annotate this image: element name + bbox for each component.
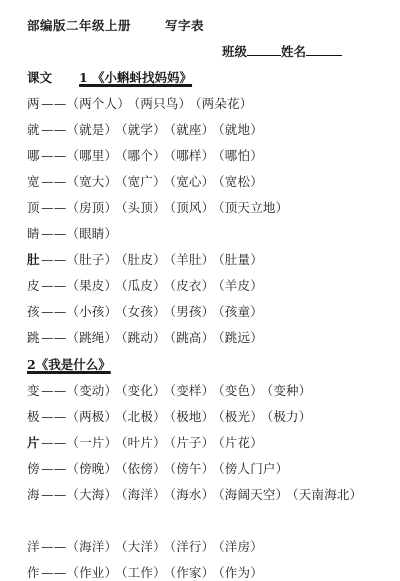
vocab-word: （北极） xyxy=(121,409,166,424)
vocab-word: （哪个） xyxy=(121,148,166,163)
vocab-word: （洋房） xyxy=(218,539,263,554)
vocab-row xyxy=(27,250,267,268)
class-name-line xyxy=(222,42,342,60)
vocab-row xyxy=(27,328,267,346)
vocab-word: （两极） xyxy=(66,409,118,424)
vocab-word: （作家） xyxy=(169,565,215,580)
vocab-character: 变 xyxy=(27,383,40,398)
vocab-word: （一片） xyxy=(66,435,118,450)
dash-separator: —— xyxy=(41,461,67,476)
vocab-word: （极地） xyxy=(169,409,215,424)
dash-separator: —— xyxy=(41,252,67,267)
vocab-word: （宽广） xyxy=(121,174,166,189)
vocab-word: （眼睛） xyxy=(66,226,118,241)
vocab-word: （哪样） xyxy=(169,148,215,163)
dash-separator: —— xyxy=(41,539,67,554)
dash-separator: —— xyxy=(41,304,67,319)
vocab-word: （果皮） xyxy=(66,278,118,293)
vocab-word: （跳远） xyxy=(218,330,263,345)
vocab-word: （就座） xyxy=(169,122,215,137)
vocab-word: （两个人） xyxy=(66,96,130,111)
vocab-word: （洋行） xyxy=(169,539,215,554)
vocab-word: （就是） xyxy=(66,122,118,137)
vocab-word: （顶天立地） xyxy=(218,200,289,215)
vocab-word: （肚子） xyxy=(66,252,118,267)
vocab-word: （极力） xyxy=(266,409,312,424)
vocab-word: （片花） xyxy=(218,435,263,450)
vocab-word: （傍午） xyxy=(169,461,215,476)
vocab-row xyxy=(27,198,292,216)
vocab-word: （顶风） xyxy=(169,200,215,215)
vocab-word: （宽心） xyxy=(169,174,215,189)
vocab-row xyxy=(27,381,315,399)
vocab-row xyxy=(27,433,267,451)
vocab-word: （海水） xyxy=(169,487,215,502)
lesson-title: 2《我是什么》 xyxy=(27,357,111,372)
vocab-word: （依傍） xyxy=(121,461,166,476)
vocab-word: （头顶） xyxy=(121,200,166,215)
vocab-word: （跳绳） xyxy=(66,330,118,345)
dash-separator: —— xyxy=(41,122,67,137)
vocab-character: 宽 xyxy=(27,174,40,189)
name-label: 姓名 xyxy=(281,44,307,59)
vocab-word: （叶片） xyxy=(121,435,166,450)
vocab-word: （肚皮） xyxy=(121,252,166,267)
sheet-title: 写字表 xyxy=(165,18,205,33)
vocab-word: （变化） xyxy=(121,383,166,398)
vocab-row xyxy=(27,407,315,425)
vocab-word: （哪里） xyxy=(66,148,118,163)
vocab-character: 作 xyxy=(27,565,40,580)
vocab-word: （大洋） xyxy=(121,539,166,554)
vocab-word: （就地） xyxy=(218,122,263,137)
vocab-word: （变样） xyxy=(169,383,215,398)
vocab-word: （天南海北） xyxy=(292,487,363,502)
lesson-1-heading xyxy=(27,68,192,86)
vocab-row xyxy=(27,537,267,555)
lesson-2-heading xyxy=(27,355,111,373)
vocab-word: （傍人门户） xyxy=(218,461,289,476)
vocab-character: 两 xyxy=(27,96,40,111)
dash-separator: —— xyxy=(41,435,67,450)
vocab-word: （男孩） xyxy=(169,304,215,319)
vocab-character: 肚 xyxy=(27,252,40,267)
vocab-character: 皮 xyxy=(27,278,40,293)
vocab-word: （变动） xyxy=(66,383,118,398)
vocab-word: （皮衣） xyxy=(169,278,215,293)
vocab-word: （肚量） xyxy=(218,252,263,267)
vocab-row xyxy=(27,94,256,112)
vocab-word: （海洋） xyxy=(66,539,118,554)
vocab-character: 洋 xyxy=(27,539,40,554)
vocab-character: 就 xyxy=(27,122,40,137)
vocab-character: 顶 xyxy=(27,200,40,215)
dash-separator: —— xyxy=(41,487,67,502)
vocab-word: （作为） xyxy=(218,565,263,580)
vocab-character: 片 xyxy=(27,435,40,450)
vocab-word: （工作） xyxy=(121,565,166,580)
vocab-word: （极光） xyxy=(218,409,263,424)
lesson-label: 课文 xyxy=(27,70,53,85)
vocab-row xyxy=(27,485,366,503)
vocab-word: （变种） xyxy=(266,383,312,398)
worksheet-header xyxy=(27,16,204,34)
vocab-row xyxy=(27,276,267,294)
vocab-word: （片子） xyxy=(169,435,215,450)
vocab-word: （就学） xyxy=(121,122,166,137)
vocab-character: 海 xyxy=(27,487,40,502)
vocab-word: （两只鸟） xyxy=(133,96,192,111)
dash-separator: —— xyxy=(41,148,67,163)
vocab-character: 哪 xyxy=(27,148,40,163)
dash-separator: —— xyxy=(41,409,67,424)
dash-separator: —— xyxy=(41,330,67,345)
vocab-character: 孩 xyxy=(27,304,40,319)
vocab-word: （跳高） xyxy=(169,330,215,345)
name-blank[interactable] xyxy=(306,43,342,56)
vocab-character: 极 xyxy=(27,409,40,424)
dash-separator: —— xyxy=(41,278,67,293)
vocab-word: （变色） xyxy=(218,383,263,398)
vocab-word: （宽松） xyxy=(218,174,263,189)
dash-separator: —— xyxy=(41,174,67,189)
vocab-row xyxy=(27,146,267,164)
vocab-character: 跳 xyxy=(27,330,40,345)
vocab-character: 睛 xyxy=(27,226,40,241)
vocab-word: （作业） xyxy=(66,565,118,580)
dash-separator: —— xyxy=(41,565,67,580)
vocab-word: （哪怕） xyxy=(218,148,263,163)
vocab-row xyxy=(27,224,121,242)
vocab-row xyxy=(27,172,267,190)
vocab-word: （大海） xyxy=(66,487,118,502)
book-title: 部编版二年级上册 xyxy=(27,18,132,33)
vocab-word: （羊皮） xyxy=(218,278,263,293)
vocab-word: （女孩） xyxy=(121,304,166,319)
vocab-word: （宽大） xyxy=(66,174,118,189)
vocab-word: （羊肚） xyxy=(169,252,215,267)
dash-separator: —— xyxy=(41,96,67,111)
vocab-word: （海洋） xyxy=(121,487,166,502)
dash-separator: —— xyxy=(41,383,67,398)
vocab-word: （瓜皮） xyxy=(121,278,166,293)
lesson-title: 1 《小蝌蚪找妈妈》 xyxy=(79,70,193,85)
vocab-word: （孩童） xyxy=(218,304,263,319)
vocab-word: （房顶） xyxy=(66,200,118,215)
vocab-row xyxy=(27,459,292,477)
dash-separator: —— xyxy=(41,200,67,215)
vocab-word: （海阔天空） xyxy=(218,487,289,502)
vocab-row xyxy=(27,563,267,581)
vocab-word: （傍晚） xyxy=(66,461,118,476)
vocab-row xyxy=(27,302,267,320)
vocab-word: （跳动） xyxy=(121,330,166,345)
class-label: 班级 xyxy=(222,44,248,59)
vocab-word: （小孩） xyxy=(66,304,118,319)
vocab-character: 傍 xyxy=(27,461,40,476)
vocab-row xyxy=(27,120,267,138)
dash-separator: —— xyxy=(41,226,67,241)
vocab-word: （两朵花） xyxy=(195,96,253,111)
class-blank[interactable] xyxy=(247,43,281,56)
